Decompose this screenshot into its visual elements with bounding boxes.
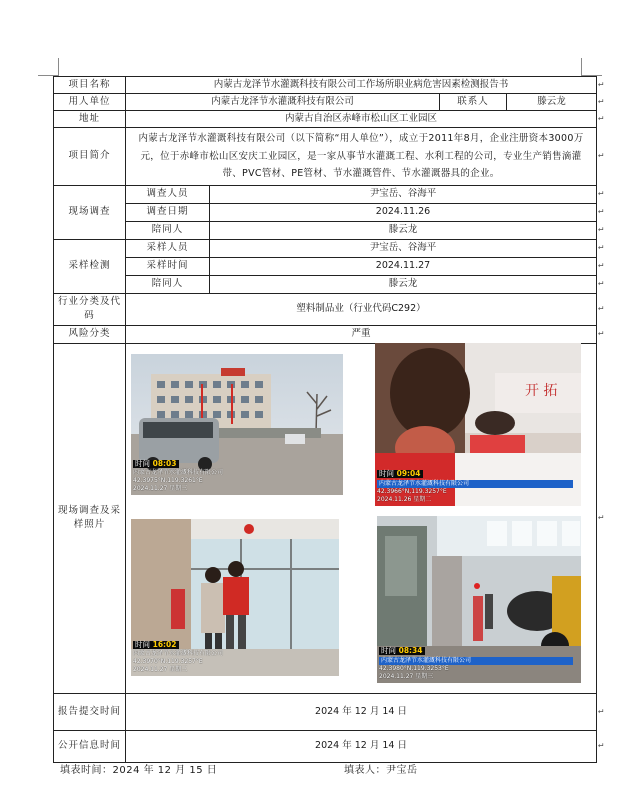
time-prefix: 时间 [381, 646, 396, 655]
photo-watermark [133, 641, 331, 674]
intro-text: 内蒙古龙泽节水灌溉科技有限公司（以下简称“用人单位”），成立于2011年8月，企业注册资本3000万元，位于赤峰市松山区安庆工业园区，是一家从事节水灌溉工程、水利工程的公司，专业生产销售滴灌带、PVC管材、PE管材、节水灌溉管件、节水灌溉器具的企业。 [126, 128, 597, 186]
svg-text:开 拓: 开 拓 [525, 383, 558, 399]
row-project-name [54, 77, 597, 94]
photo-coordinates: 42.3980°N,119.3253°E [379, 665, 449, 672]
photo-coordinates: 42.3966°N,119.3257°E [377, 488, 447, 495]
row-end-mark: ↵ [598, 303, 604, 313]
photo-time: 16:02 [152, 640, 177, 649]
row-end-mark: ↵ [598, 113, 604, 123]
survey-staff-label: 调查人员 [126, 185, 210, 203]
photo-company: 内蒙古龙泽节水灌溉科技有限公司 [379, 657, 573, 665]
row-sampling-time [54, 257, 597, 275]
row-sampling-escort [54, 275, 597, 293]
site-photo-building [131, 354, 343, 495]
photo-time: 08:34 [398, 646, 423, 655]
contact-value: 滕云龙 [507, 94, 597, 111]
employer-value: 内蒙古龙泽节水灌溉科技有限公司 [126, 94, 440, 111]
photo-time: 08:03 [152, 459, 177, 468]
photo-company: 内蒙古龙泽节水灌溉科技有限公司 [377, 480, 573, 488]
row-end-mark: ↵ [598, 206, 604, 216]
survey-escort-value: 滕云龙 [210, 221, 597, 239]
project-name-value: 内蒙古龙泽节水灌溉科技有限公司工作场所职业病危害因素检测报告书 [126, 77, 597, 94]
survey-staff-value: 尹宝岳、谷海平 [210, 185, 597, 203]
site-photo-workshop [377, 516, 581, 683]
photo-coordinates: 42.3970°N,119.3257°E [133, 658, 203, 665]
survey-escort-label: 陪同人 [126, 221, 210, 239]
address-value: 内蒙古自治区赤峰市松山区工业园区 [126, 111, 597, 128]
sampling-escort-value: 滕云龙 [210, 275, 597, 293]
sampling-escort-label: 陪同人 [126, 275, 210, 293]
row-submit [54, 693, 597, 730]
row-end-mark: ↵ [598, 188, 604, 198]
photo-time-badge [377, 470, 423, 478]
time-prefix: 时间 [379, 469, 394, 478]
row-survey-date [54, 203, 597, 221]
row-address [54, 111, 597, 128]
photo-time-badge [379, 647, 425, 655]
survey-date-value: 2024.11.26 [210, 203, 597, 221]
contact-label: 联系人 [440, 94, 507, 111]
sampling-time-label: 采样时间 [126, 257, 210, 275]
fill-time: 填表时间：2024 年 12 月 15 日 [60, 765, 218, 776]
time-prefix: 时间 [135, 459, 150, 468]
row-end-mark: ↵ [598, 705, 604, 716]
row-end-mark: ↵ [598, 224, 604, 234]
photo-watermark [379, 647, 573, 681]
intro-label: 项目简介 [54, 128, 126, 186]
row-publish [54, 730, 597, 762]
site-photo-entrance [131, 519, 339, 676]
row-risk [54, 325, 597, 343]
row-end-mark: ↵ [598, 512, 604, 522]
photo-date: 2024.11.26 星期二 [377, 496, 432, 503]
site-photo-meeting [375, 343, 581, 506]
photo-time-badge [133, 641, 179, 649]
photo-company: 内蒙古龙泽节水灌溉科技有限公司 [133, 650, 224, 657]
publish-label: 公开信息时间 [54, 730, 126, 762]
row-survey-staff [54, 185, 597, 203]
photo-time: 09:04 [396, 469, 421, 478]
photo-coordinates: 42.3975°N,119.3261°E [133, 477, 203, 484]
employer-label: 用人单位 [54, 94, 126, 111]
sampling-staff-label: 采样人员 [126, 239, 210, 257]
address-label: 地址 [54, 111, 126, 128]
row-end-mark: ↵ [598, 328, 604, 338]
submit-date: 2024 年 12 月 14 日 [126, 693, 597, 730]
time-prefix: 时间 [135, 640, 150, 649]
submit-label: 报告提交时间 [54, 693, 126, 730]
row-end-mark: ↵ [598, 150, 604, 161]
photo-company: 内蒙古龙泽节水灌溉科技有限公司 [133, 469, 224, 476]
row-end-mark: ↵ [598, 242, 604, 252]
survey-label: 现场调查 [54, 185, 126, 239]
row-end-mark: ↵ [598, 79, 604, 89]
row-end-mark: ↵ [598, 740, 604, 750]
crop-mark-top-right-v [581, 58, 582, 76]
row-end-mark: ↵ [598, 260, 604, 270]
row-industry [54, 293, 597, 325]
photo-time-badge [133, 460, 179, 468]
row-intro [54, 128, 597, 186]
row-survey-escort [54, 221, 597, 239]
sampling-time-value: 2024.11.27 [210, 257, 597, 275]
sampling-label: 采样检测 [54, 239, 126, 293]
photo-watermark [133, 460, 334, 493]
industry-label: 行业分类及代码 [54, 293, 126, 325]
survey-date-label: 调查日期 [126, 203, 210, 221]
industry-value: 塑料制品业（行业代码C292） [126, 293, 597, 325]
filler: 填表人：尹宝岳 [344, 765, 418, 776]
photo-date: 2024.11.27 星期三 [133, 485, 188, 492]
sampling-staff-value: 尹宝岳、谷海平 [210, 239, 597, 257]
photo-date: 2024.11.27 星期三 [133, 666, 188, 673]
row-sampling-staff [54, 239, 597, 257]
risk-label: 风险分类 [54, 325, 126, 343]
risk-value: 严重 [126, 325, 597, 343]
photos-label: 现场调查及采样照片 [54, 343, 126, 693]
publish-date: 2024 年 12 月 14 日 [126, 730, 597, 762]
row-end-mark: ↵ [598, 96, 604, 106]
project-name-label: 项目名称 [54, 77, 126, 94]
row-employer [54, 94, 597, 111]
photo-date: 2024.11.27 星期三 [379, 673, 434, 680]
photo-watermark [377, 470, 573, 504]
row-end-mark: ↵ [598, 278, 604, 288]
crop-mark-top-left-v [58, 58, 59, 76]
